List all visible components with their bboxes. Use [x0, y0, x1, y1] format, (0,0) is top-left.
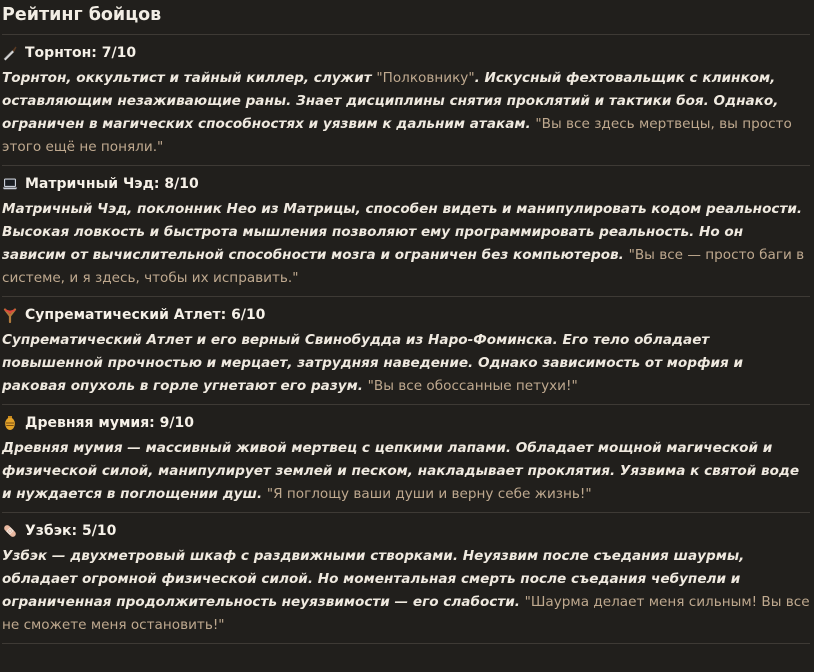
- description-text: Торнтон, оккультист и тайный киллер, служит: [2, 70, 377, 86]
- fighter-name-score: Узбэк: 5/10: [25, 523, 117, 539]
- fighter-quote: "Вы все обоссанные петухи!": [367, 378, 578, 394]
- description-text: . Искусный фехтовальщик с клинком, оставляющим незаживающие раны. Знает дисциплины снятия проклятий и тактики боя. Однако, ограничен в магических способностях и уязвим к дальним атакам.: [2, 70, 779, 132]
- fighter-name-score: Торнтон: 7/10: [25, 45, 137, 61]
- knife-icon: [2, 45, 18, 61]
- fighter-quote: "Вы все — просто баги в системе, и я здесь, чтобы их исправить.": [2, 247, 805, 286]
- fighter-quote: "Я поглощу ваши души и верну себе жизнь!": [266, 486, 592, 502]
- fighter-entry: [2, 166, 810, 296]
- description-text: Матричный Чэд, поклонник Нео из Матрицы, способен видеть и манипулировать кодом реальности. Высокая ловкость и быстрота мышления позволяют ему программировать реальность. Но он зависим от вычислительной способности мозга и ограничен без компьютеров.: [2, 201, 803, 263]
- fighter-heading: [2, 520, 810, 542]
- fighter-heading: [2, 412, 810, 434]
- laptop-icon: [2, 176, 18, 192]
- page-title: Рейтинг бойцов: [2, 5, 162, 25]
- fighter-heading: [2, 42, 810, 64]
- fighter-entry: [2, 297, 810, 404]
- fighter-entry: [2, 35, 810, 165]
- amphora-icon: [2, 415, 18, 431]
- fighter-description: [2, 329, 810, 398]
- fighter-entry: [2, 405, 810, 512]
- fighter-description: [2, 67, 810, 159]
- fighter-description: [2, 198, 810, 290]
- description-text: Древняя мумия — массивный живой мертвец с цепкими лапами. Обладает мощной магической и физической силой, манипулирует землей и песком, накладывает проклятия. Уязвима к святой воде и нуждается в поглощении душ.: [2, 440, 800, 502]
- description-text: Узбэк — двухметровый шкаф с раздвижными створками. Неуязвим после съедания шаурмы, обладает огромной физической силой. Но моментальная смерть после съедания чебупели и ограниченная продолжительность неуязвимости — его слабости.: [2, 548, 745, 610]
- fighter-description: [2, 545, 810, 637]
- fighter-heading: [2, 173, 810, 195]
- divider: [2, 643, 810, 644]
- inline-quote: "Полковнику": [376, 70, 475, 86]
- description-text: Супрематический Атлет и его верный Свинобудда из Наро-Фоминска. Его тело обладает повышенной прочностью и мерцает, затрудняя наведение. Однако зависимость от морфия и раковая опухоль в горле угнетают его разум.: [2, 332, 743, 394]
- fighter-quote: "Вы все здесь мертвецы, вы просто этого ещё не поняли.": [2, 116, 792, 155]
- fighter-entry: [2, 513, 810, 643]
- fighter-description: [2, 437, 810, 506]
- bandage-icon: [2, 523, 18, 539]
- slingshot-icon: [2, 307, 18, 323]
- fighter-quote: "Шаурма делает меня сильным! Вы все не сможете меня остановить!": [2, 594, 810, 633]
- fighter-name-score: Супрематический Атлет: 6/10: [25, 307, 266, 323]
- fighter-name-score: Матричный Чэд: 8/10: [25, 176, 199, 192]
- fighter-name-score: Древняя мумия: 9/10: [25, 415, 194, 431]
- fighter-heading: [2, 304, 810, 326]
